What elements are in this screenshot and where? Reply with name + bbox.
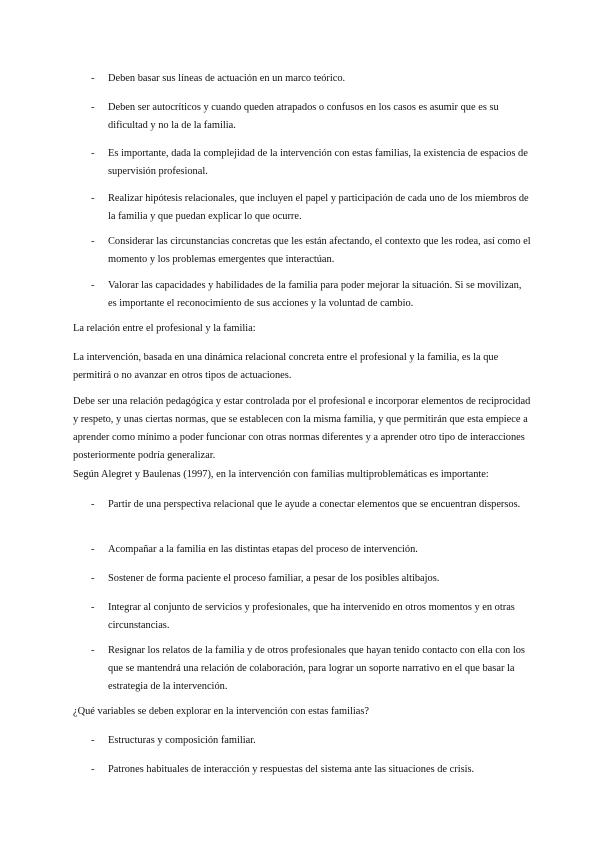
paragraph: La intervención, basada en una dinámica relacional concreta entre el profesional y la familia, es la que permitirá o no avanzar en otros tipos de actuaciones. bbox=[73, 352, 499, 381]
bullet-dash: - bbox=[91, 645, 95, 656]
list-item-text: Deben ser autocríticos y cuando queden atrapados o confusos en los casos es asumir que es su dificultad y no la de la familia. bbox=[108, 102, 499, 131]
question-heading: ¿Qué variables se deben explorar en la intervención con estas familias? bbox=[73, 706, 370, 717]
list-item bbox=[91, 761, 531, 779]
list-item-text: Valorar las capacidades y habilidades de la familia para poder mejorar la situación. Si se movilizan, es importante el reconocimiento de sus acciones y la voluntad de cambio. bbox=[108, 280, 522, 309]
bullet-dash: - bbox=[91, 764, 95, 775]
list-item bbox=[91, 642, 531, 696]
list-item-text: Resignar los relatos de la familia y de otros profesionales que hayan tenido contacto con ella con los que se mantendrá una relación de colaboración, para lograr un soporte narrativo en el que basar la estrategia de la intervención. bbox=[108, 645, 525, 692]
list-item bbox=[91, 70, 531, 88]
list-item bbox=[91, 145, 531, 181]
list-item bbox=[91, 570, 531, 588]
list-item-text: Acompañar a la familia en las distintas etapas del proceso de intervención. bbox=[108, 544, 418, 555]
section-heading: La relación entre el profesional y la familia: bbox=[73, 323, 256, 334]
bullet-dash: - bbox=[91, 73, 95, 84]
bullet-dash: - bbox=[91, 280, 95, 291]
bullet-dash: - bbox=[91, 544, 95, 555]
list-item-text: Integrar al conjunto de servicios y profesionales, que ha intervenido en otros momentos y en otras circunstancias. bbox=[108, 602, 515, 631]
bullet-dash: - bbox=[91, 148, 95, 159]
list-item-text: Partir de una perspectiva relacional que le ayude a conectar elementos que se encuentran dispersos. bbox=[108, 499, 521, 510]
bullet-dash: - bbox=[91, 573, 95, 584]
list-item-text: Deben basar sus líneas de actuación en un marco teórico. bbox=[108, 73, 346, 84]
list-item bbox=[91, 599, 531, 635]
list-item-text: Estructuras y composición familiar. bbox=[108, 735, 256, 746]
bullet-dash: - bbox=[91, 735, 95, 746]
list-item bbox=[91, 732, 531, 750]
list-item bbox=[91, 233, 531, 269]
paragraph: Según Alegret y Baulenas (1997), en la intervención con familias multiproblemáticas es importante: bbox=[73, 469, 489, 480]
list-item bbox=[91, 99, 531, 135]
list-item-text: Sostener de forma paciente el proceso familiar, a pesar de los posibles altibajos. bbox=[108, 573, 440, 584]
bullet-dash: - bbox=[91, 193, 95, 204]
list-item-text: Es importante, dada la complejidad de la intervención con estas familias, la existencia de espacios de supervisión profesional. bbox=[108, 148, 528, 177]
bullet-dash: - bbox=[91, 236, 95, 247]
list-item-text: Patrones habituales de interacción y respuestas del sistema ante las situaciones de crisis. bbox=[108, 764, 475, 775]
paragraph: Debe ser una relación pedagógica y estar controlada por el profesional e incorporar elementos de reciprocidad y respeto, y unas ciertas normas, que se establecen con la misma familia, y que permitirán que esta empiece a aprender como mínimo a poder funcionar con otras normas diferentes y a aprender otro tipo de interacciones posteriormente podría generalizar. bbox=[73, 396, 531, 461]
list-item bbox=[91, 541, 531, 559]
list-item-text: Realizar hipótesis relacionales, que incluyen el papel y participación de cada uno de los miembros de la familia y que puedan explicar lo que ocurre. bbox=[108, 193, 529, 222]
list-item bbox=[91, 190, 531, 226]
bullet-dash: - bbox=[91, 102, 95, 113]
bullet-dash: - bbox=[91, 602, 95, 613]
list-item bbox=[91, 277, 531, 313]
list-item bbox=[91, 496, 531, 514]
bullet-dash: - bbox=[91, 499, 95, 510]
list-item-text: Considerar las circunstancias concretas que les están afectando, el contexto que les rodea, así como el momento y los problemas emergentes que interactúan. bbox=[108, 236, 531, 265]
